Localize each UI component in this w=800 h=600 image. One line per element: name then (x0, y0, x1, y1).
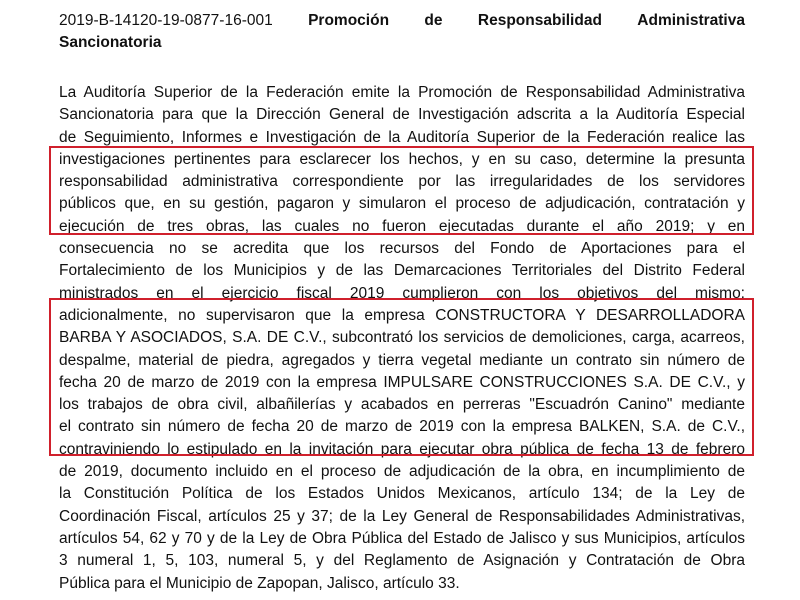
paragraph-line: BARBA Y ASOCIADOS, S.A. DE C.V., subcontrató los servicios de demoliciones, carga, acarreos, (59, 329, 745, 347)
paragraph-line: contraviniendo lo estipulado en la invitación para ejecutar obra pública de fecha 13 de febrero (59, 440, 745, 458)
title-word: de (424, 12, 443, 29)
document-header (59, 10, 745, 54)
paragraph-line: de Seguimiento, Informes e Investigación de la Auditoría Superior de la Federación realice las (59, 128, 745, 146)
paragraph-line: consecuencia no se acredita que los recursos del Fondo de Aportaciones para el (59, 240, 745, 258)
paragraph-line: La Auditoría Superior de la Federación emite la Promoción de Responsabilidad Administrativa (59, 84, 745, 101)
title-word: Responsabilidad (477, 12, 602, 29)
title-word: Promoción (308, 12, 390, 29)
paragraph-line: artículos 54, 62 y 70 y de la Ley de Obra Pública del Estado de Jalisco y sus Municipios, artículos (59, 529, 745, 547)
title-word: Administrativa (637, 12, 745, 29)
paragraph-line: de 2019, documento incluido en el proceso de adjudicación de la obra, en incumplimiento de (59, 463, 745, 481)
paragraph-line: fecha 20 de marzo de 2019 con la empresa IMPULSARE CONSTRUCCIONES S.A. DE C.V., y (59, 373, 745, 391)
paragraph-line: la Constitución Política de los Estados Unidos Mexicanos, artículo 134; de la Ley de (59, 485, 745, 503)
paragraph-line: 3 numeral 1, 5, 103, numeral 5, y del Reglamento de Asignación y Contratación de Obra (59, 552, 745, 570)
paragraph-line: ejecución de tres obras, las cuales no fueron ejecutadas durante el año 2019; y en (59, 217, 745, 235)
paragraph-line: ministrados en el ejercicio fiscal 2019 cumplieron con los objetivos del mismo; (59, 284, 745, 302)
paragraph-line: adicionalmente, no supervisaron que la empresa CONSTRUCTORA Y DESARROLLADORA (59, 306, 745, 324)
paragraph-line: públicos que, en su gestión, pagaron y simularon el proceso de adjudicación, contratación y (59, 195, 745, 213)
paragraph-line: Fortalecimiento de los Municipios y de las Demarcaciones Territoriales del Distrito Federal (59, 262, 745, 280)
audit-code: 2019-B-14120-19-0877-16-001 (59, 12, 273, 29)
paragraph-line: los trabajos de obra civil, albañilerías y acabados en perreras "Escuadrón Canino" mediante (59, 396, 745, 414)
paragraph-line: el contrato sin número de fecha 20 de marzo de 2019 con la empresa BALKEN, S.A. de C.V., (59, 418, 745, 436)
paragraph-line: investigaciones pertinentes para esclarecer los hechos, y en su caso, determine la presunta (59, 150, 745, 168)
paragraph-line: despalme, material de piedra, agregados y tierra vegetal mediante un contrato sin número de (59, 351, 745, 369)
title-continuation: Sancionatoria (59, 34, 162, 51)
paragraph-line: responsabilidad administrativa correspondiente por las irregularidades de los servidores (59, 173, 745, 191)
header-line (59, 10, 745, 32)
paragraph-line: Sancionatoria para que la Dirección General de Investigación adscrita a la Auditoría Especial (59, 106, 745, 124)
document-paragraph (59, 82, 745, 595)
paragraph-line: Pública para el Municipio de Zapopan, Jalisco, artículo 33. (59, 574, 460, 592)
paragraph-line: Coordinación Fiscal, artículos 25 y 37; de la Ley General de Responsabilidades Administrativas, (59, 507, 745, 525)
